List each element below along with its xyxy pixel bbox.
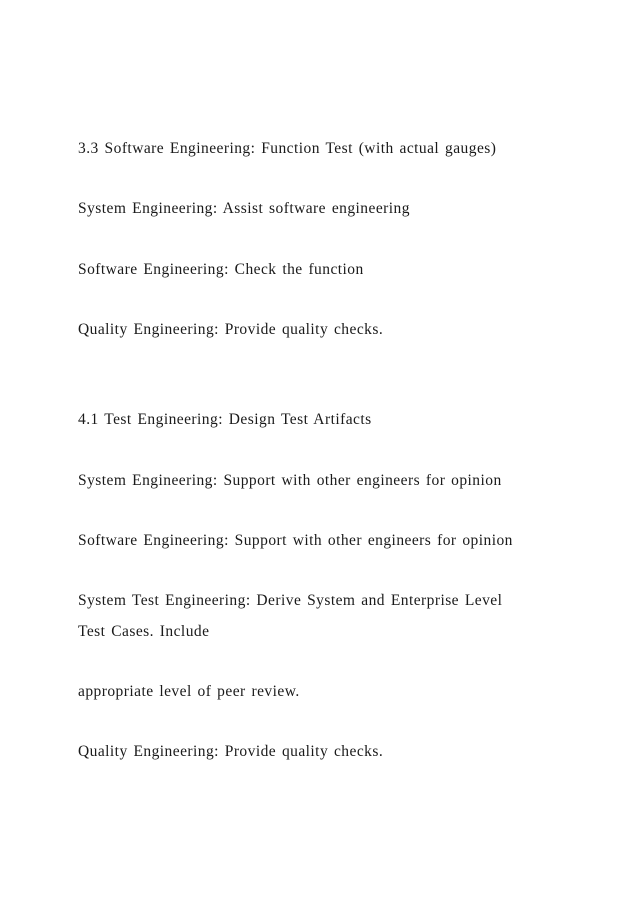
quality-engineering-line: Quality Engineering: Provide quality checks.: [78, 321, 384, 338]
section-4-1-heading: 4.1 Test Engineering: Design Test Artifacts: [78, 411, 372, 428]
quality-engineering-checks-line: Quality Engineering: Provide quality checks.: [78, 743, 384, 760]
system-engineering-support-line: System Engineering: Support with other engineers for opinion: [78, 472, 502, 489]
software-engineering-support-line: Software Engineering: Support with other engineers for opinion: [78, 532, 513, 549]
section-3-3-heading: 3.3 Software Engineering: Function Test (with actual gauges): [78, 140, 497, 157]
system-test-engineering-continuation: Test Cases. Include: [78, 623, 210, 640]
peer-review-line: appropriate level of peer review.: [78, 683, 300, 700]
software-engineering-line: Software Engineering: Check the function: [78, 261, 364, 278]
system-test-engineering-line: System Test Engineering: Derive System and Enterprise Level: [78, 592, 503, 609]
system-engineering-line: System Engineering: Assist software engineering: [78, 200, 410, 217]
